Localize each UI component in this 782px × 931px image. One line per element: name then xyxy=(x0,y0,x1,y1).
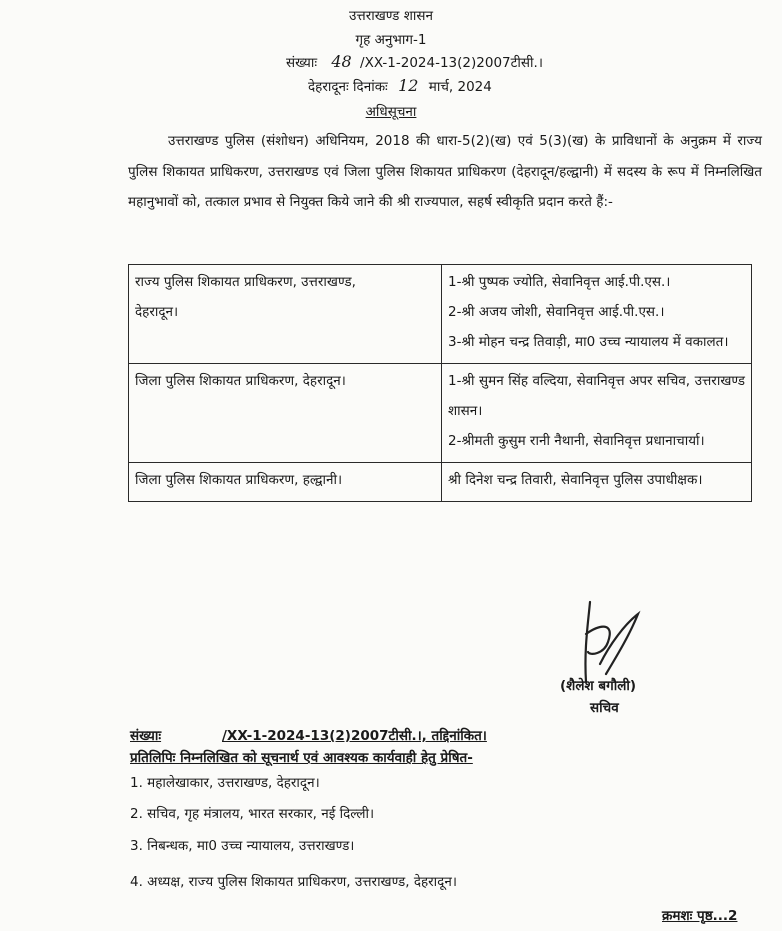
authority-name: जिला पुलिस शिकायत प्राधिकरण, हल्द्वानी। xyxy=(135,472,343,488)
government-heading: उत्तराखण्ड शासन xyxy=(348,8,433,24)
department-heading: गृह अनुभाग-1 xyxy=(355,32,427,48)
member-entry: 1-श्री सुमन सिंह वल्दिया, सेवानिवृत्त अपर सचिव, उत्तराखण्ड शासन। xyxy=(448,373,745,419)
signatory-name: (शैलेश बगौली) xyxy=(560,678,637,694)
authority-name: जिला पुलिस शिकायत प्राधिकरण, देहरादून। xyxy=(135,373,346,389)
members-cell xyxy=(442,364,752,463)
copy-heading: प्रतिलिपिः निम्नलिखित को सूचनार्थ एवं आवश्यक कार्यवाही हेतु प्रेषित- xyxy=(130,750,473,766)
copy-number xyxy=(130,726,487,744)
member-entry: 2-श्री अजय जोशी, सेवानिवृत्त आई.पी.एस.। xyxy=(448,304,665,320)
table-row xyxy=(129,463,752,502)
members-cell xyxy=(442,265,752,364)
date-suffix: मार्च, 2024 xyxy=(428,79,492,95)
order-date xyxy=(308,76,492,95)
table-row xyxy=(129,265,752,364)
authority-cell xyxy=(129,265,442,364)
order-number xyxy=(286,52,543,71)
number-handwritten: 48 xyxy=(331,52,352,71)
member-entry: 3-श्री मोहन चन्द्र तिवाड़ी, मा0 उच्च न्यायालय में वकालत। xyxy=(448,334,729,350)
number-label: संख्याः xyxy=(286,55,318,71)
continued-note: क्रमशः पृष्ठ...2 xyxy=(662,908,738,924)
authority-cell xyxy=(129,463,442,502)
member-entry: 2-श्रीमती कुसुम रानी नैथानी, सेवानिवृत्त प्रधानाचार्या। xyxy=(448,433,705,449)
appointments-table xyxy=(128,264,752,502)
authority-cell xyxy=(129,364,442,463)
notification-title: अधिसूचना xyxy=(365,104,417,120)
list-item: 1. महालेखाकार, उत्तराखण्ड, देहरादून। xyxy=(130,775,320,791)
list-item: 3. निबन्धक, मा0 उच्च न्यायालय, उत्तराखण्ड। xyxy=(130,838,355,854)
notification-body xyxy=(128,126,762,218)
body-paragraph: उत्तराखण्ड पुलिस (संशोधन) अधिनियम, 2018 की धारा-5(2)(ख) एवं 5(3)(ख) के प्राविधानों के अनुक्रम में राज्य पुलिस शिकायत प्राधिकरण, उत्तराखण्ड एवं जिला पुलिस शिकायत प्राधिकरण (देहरादून/हल्द्वानी) में सदस्य के रूप में निम्नलिखित महानुभावों को, तत्काल प्रभाव से नियुक्त किये जाने की श्री राज्यपाल, सहर्ष स्वीकृति प्रदान करते हैं:- xyxy=(128,133,762,210)
number-ref: /XX-1-2024-13(2)2007टीसी.। xyxy=(360,55,543,71)
date-prefix: देहरादूनः दिनांकः xyxy=(308,79,388,95)
member-entry: 1-श्री पुष्पक ज्योति, सेवानिवृत्त आई.पी.एस.। xyxy=(448,274,671,290)
authority-name: राज्य पुलिस शिकायत प्राधिकरण, उत्तराखण्ड, xyxy=(135,274,356,290)
date-handwritten: 12 xyxy=(398,76,419,95)
copy-number-ref: /XX-1-2024-13(2)2007टीसी.।, तद्दिनांकित। xyxy=(222,728,487,744)
members-cell xyxy=(442,463,752,502)
copy-number-label: संख्याः xyxy=(130,728,162,744)
list-item: 2. सचिव, गृह मंत्रालय, भारत सरकार, नई दिल्ली। xyxy=(130,806,375,822)
table-row xyxy=(129,364,752,463)
authority-location: देहरादून। xyxy=(135,304,179,320)
signatory-designation: सचिव xyxy=(590,700,619,716)
list-item: 4. अध्यक्ष, राज्य पुलिस शिकायत प्राधिकरण, उत्तराखण्ड, देहरादून। xyxy=(130,874,457,890)
member-entry: श्री दिनेश चन्द्र तिवारी, सेवानिवृत्त पुलिस उपाधीक्षक। xyxy=(448,472,703,488)
